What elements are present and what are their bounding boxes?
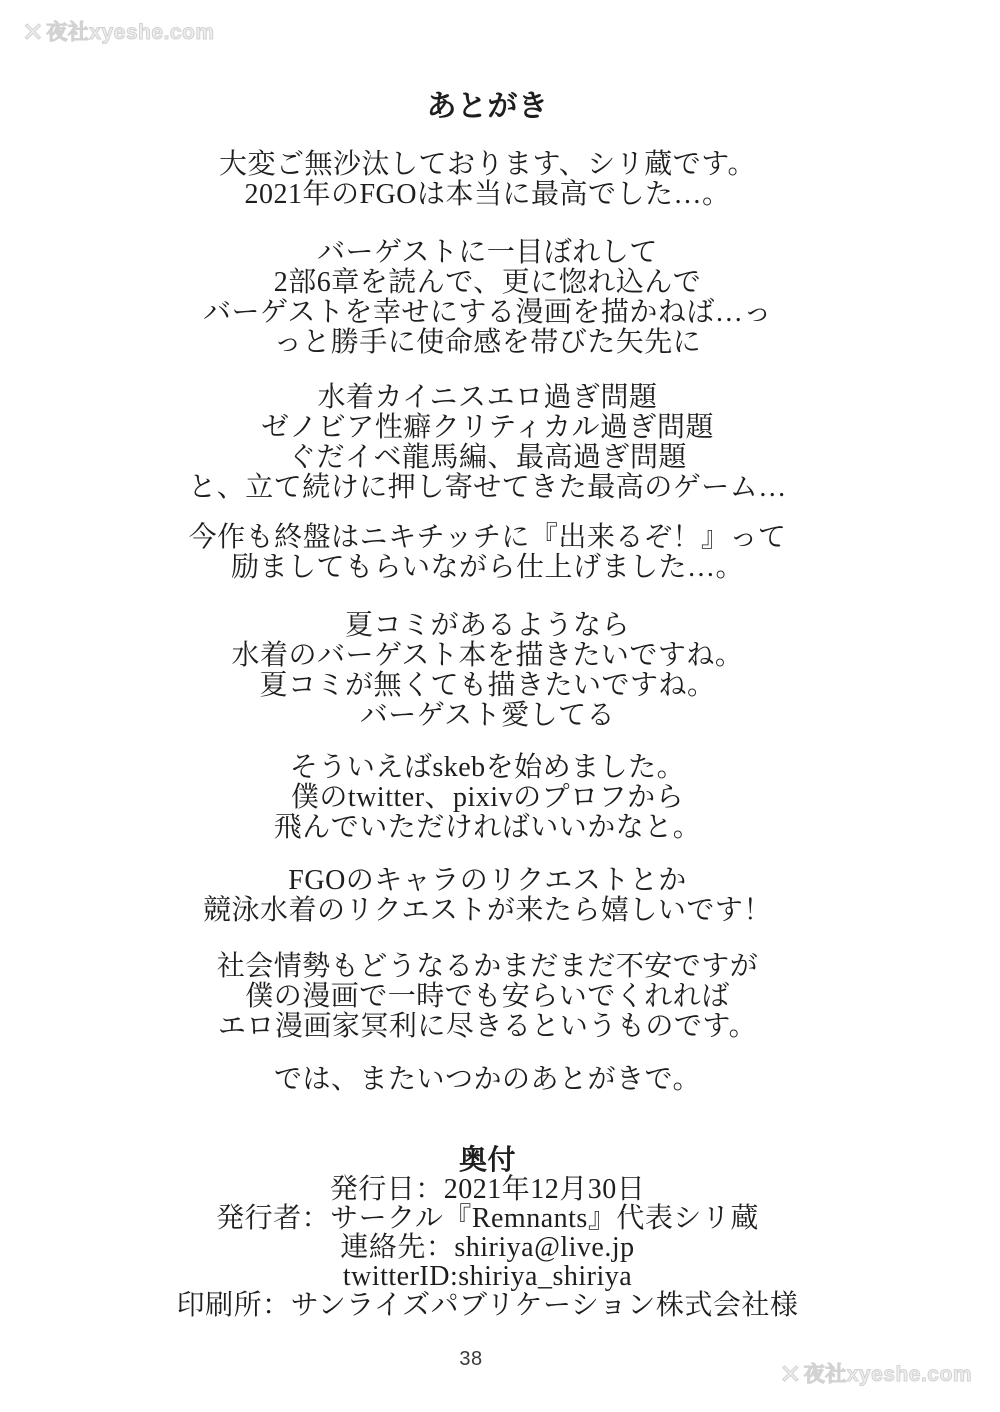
- afterword-paragraph: [0, 611, 975, 731]
- watermark-x-logo-icon: ✕: [779, 1359, 802, 1389]
- afterword-line: 競泳水着のリクエストが来たら嬉しいです！: [203, 895, 772, 926]
- afterword-paragraph: [0, 1065, 975, 1095]
- watermark-x-logo-icon: ✕: [22, 17, 45, 47]
- watermark-text: 夜社xyeshe.com: [803, 1363, 972, 1386]
- colophon-title: 奥付: [458, 1145, 516, 1176]
- afterword-paragraph: [0, 523, 975, 583]
- colophon-line: twitterID:shiriya_shiriya: [342, 1261, 633, 1292]
- afterword-paragraph: [0, 866, 975, 926]
- afterword-line: 社会情勢もどうなるかまだまだ不安ですが: [216, 951, 759, 982]
- afterword-line: 2021年のFGOは本当に最高でした…。: [244, 179, 731, 210]
- afterword-line: 僕のtwitter、pixivのプロフから: [290, 782, 685, 813]
- watermark-top-left: [22, 16, 215, 48]
- afterword-line: ぐだイベ龍馬編、最高過ぎ問題: [287, 442, 687, 473]
- afterword-line: 飛んでいただければいいかなと。: [273, 812, 702, 843]
- afterword-paragraph: [0, 238, 975, 358]
- afterword-line: バーゲストを幸せにする漫画を描かねば…っ: [203, 297, 772, 328]
- afterword-line: エロ漫画家冥利に尽きるというものです。: [217, 1011, 758, 1042]
- afterword-line: バーゲストに一目ぼれして: [317, 237, 658, 268]
- colophon-line: 発行日：2021年12月30日: [329, 1174, 646, 1205]
- afterword-line: 僕の漫画で一時でも安らいでくれれば: [245, 981, 730, 1012]
- afterword-line: 夏コミがあるようなら: [344, 610, 630, 641]
- afterword-line: FGOのキャラのリクエストとか: [288, 865, 687, 896]
- colophon-line: 印刷所：サンライズパブリケーション株式会社様: [176, 1290, 799, 1321]
- afterword-line: と、立て続けに押し寄せてきた最高のゲーム…: [188, 472, 787, 503]
- watermark-bottom-right: [779, 1358, 972, 1390]
- afterword-line: 2部6章を読んで、更に惚れ込んで: [273, 267, 702, 298]
- afterword-line: 大変ご無沙汰しております、シリ蔵です。: [218, 149, 757, 180]
- afterword-line: バーゲスト愛してる: [359, 700, 616, 731]
- afterword-line: そういえばskebを始めました。: [289, 752, 686, 783]
- afterword-paragraph: [0, 753, 975, 843]
- afterword-paragraph: [0, 383, 975, 503]
- afterword-line: 水着カイニスエロ過ぎ問題: [317, 382, 658, 413]
- colophon-line: 連絡先：shiriya@live.jp: [340, 1232, 635, 1263]
- afterword-line: では、またいつかのあとがきで。: [274, 1064, 701, 1095]
- afterword-line: 夏コミが無くても描きたいですね。: [259, 670, 716, 701]
- page-number: 38: [459, 1348, 483, 1370]
- colophon: [0, 1146, 975, 1320]
- watermark-text: 夜社xyeshe.com: [46, 21, 215, 44]
- colophon-line: 発行者：サークル『Remnants』代表シリ蔵: [216, 1203, 759, 1234]
- afterword-paragraph: [0, 952, 975, 1042]
- afterword-line: 水着のバーゲスト本を描きたいですね。: [231, 640, 744, 671]
- afterword-line: ゼノビア性癖クリティカル過ぎ問題: [261, 412, 714, 443]
- afterword-paragraph: [0, 150, 975, 210]
- afterword-line: 励ましてもらいながら仕上げました…。: [230, 552, 744, 583]
- afterword-line: 今作も終盤はニキチッチに『出来るぞ！』って: [188, 522, 787, 553]
- afterword-line: っと勝手に使命感を帯びた矢先に: [273, 327, 702, 358]
- afterword-title: あとがき: [426, 90, 549, 123]
